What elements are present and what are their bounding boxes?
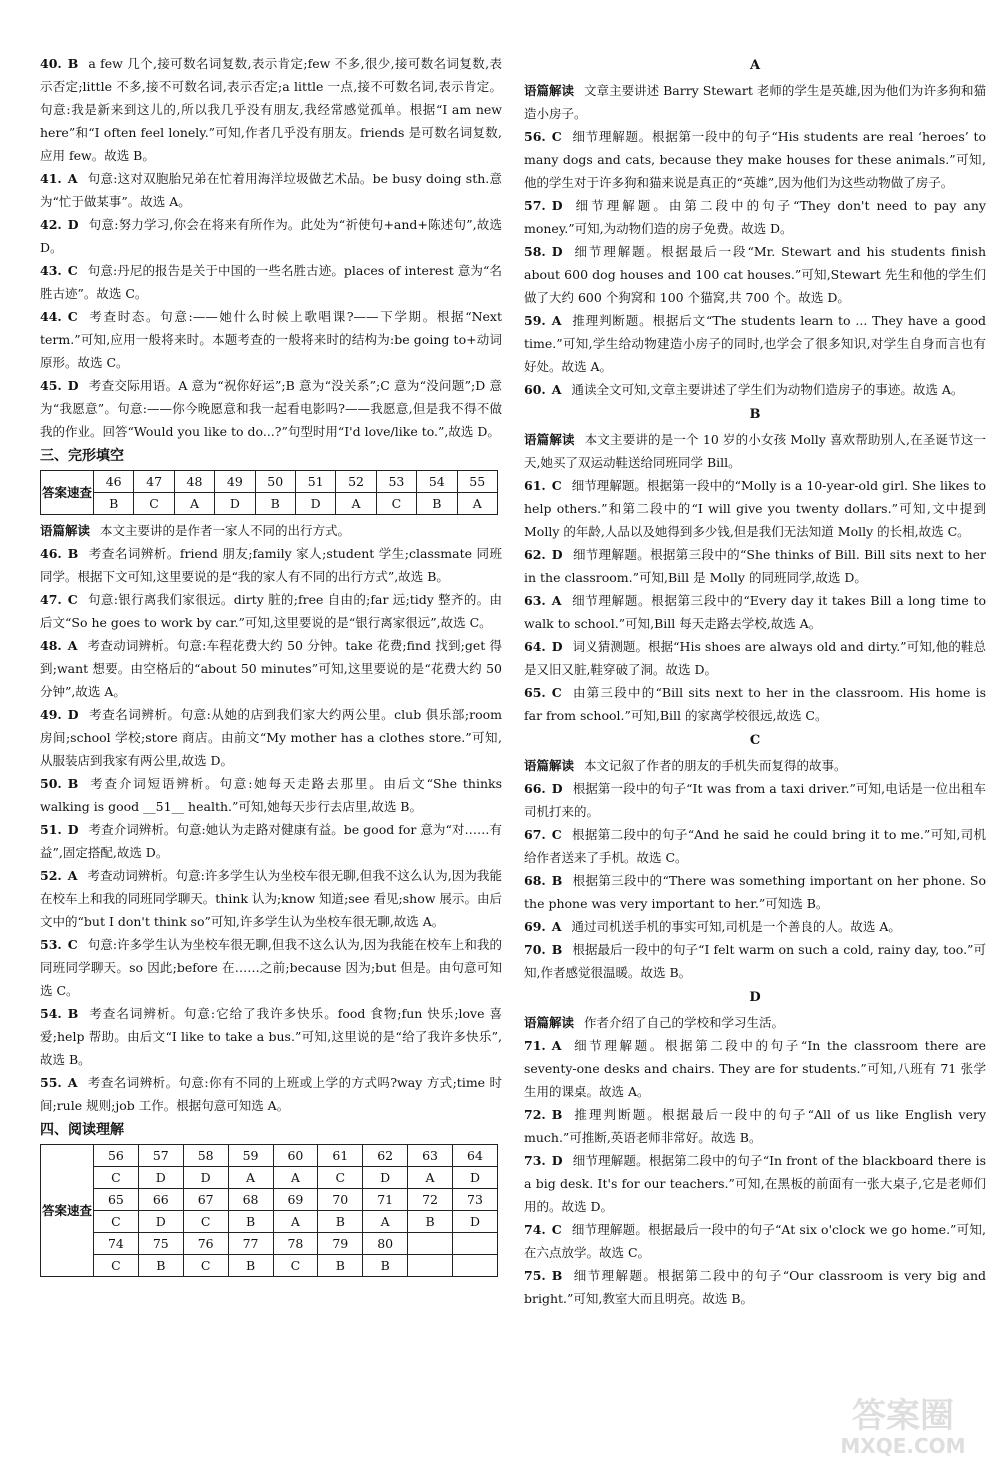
- table-cell-number: 54: [417, 471, 457, 493]
- answer-item: [524, 589, 986, 635]
- item-number: 66.: [524, 781, 546, 796]
- section-4-title: 四、阅读理解: [40, 1122, 124, 1138]
- table-cell-answer: B: [408, 1211, 453, 1233]
- table-cell-number: 79: [318, 1233, 363, 1255]
- table-cell-number: 66: [138, 1189, 183, 1211]
- answer-item: [524, 681, 986, 727]
- item-explanation: 句意:这对双胞胎兄弟在忙着用海洋垃圾做艺术品。be busy doing sth.意为“忙于做某事”。故选 A。: [40, 171, 502, 209]
- section-3-title: 三、完形填空: [40, 448, 124, 464]
- answer-item: [524, 240, 986, 309]
- passage-text: 文章主要讲述 Barry Stewart 老师的学生是英雄,因为他们为许多狗和猫造小房子。: [524, 83, 986, 121]
- item-answer: B: [67, 56, 79, 71]
- left-column: [40, 52, 502, 1281]
- table-cell-answer: [453, 1255, 498, 1277]
- item-explanation: 通过司机送手机的事实可知,司机是一个善良的人。故选 A。: [571, 919, 901, 934]
- answer-item: [524, 194, 986, 240]
- item-explanation: 句意:许多学生认为坐校车很无聊,但我不这么认为,因为我能在校车上和我的同班同学聊天。so 因此;before 在……之前;because 因为;but 但是。由句意可知选 C。: [40, 937, 502, 998]
- table-cell-number: 74: [94, 1233, 139, 1255]
- item-number: 63.: [524, 593, 546, 608]
- item-number: 41.: [40, 171, 62, 186]
- item-answer: B: [551, 1107, 563, 1122]
- item-explanation: 推理判断题。根据后文“The students learn to ... They have a good time.”可知,学生给动物建造小房子的同时,也学会了很多知识,对学生自身而言也有好处。故选 A。: [524, 313, 986, 374]
- item-number: 57.: [524, 198, 546, 213]
- table-cell-number: 69: [273, 1189, 318, 1211]
- table-cell-answer: D: [138, 1167, 183, 1189]
- item-number: 52.: [40, 868, 62, 883]
- item-answer: C: [551, 129, 562, 144]
- answer-item: [524, 1103, 986, 1149]
- table-cell-number: 72: [408, 1189, 453, 1211]
- table-cell-number: 67: [183, 1189, 228, 1211]
- item-number: 59.: [524, 313, 546, 328]
- passage-text: 本文主要讲的是作者一家人不同的出行方式。: [100, 523, 351, 538]
- item-explanation: 考查介词辨析。句意:她认为走路对健康有益。be good for 意为“对……有益”,固定搭配,故选 D。: [40, 822, 502, 860]
- table-cell-number: 56: [94, 1145, 139, 1167]
- item-explanation: 细节理解题。根据第一段中的“Molly is a 10-year-old girl. She likes to help others.”和第二段中的“I will give you twenty dollars.”可知,文中提到 Molly 的年龄,人品以及她得到多少钱,但是我们无法知道 Molly 的长相,故选 C。: [524, 478, 986, 539]
- table-cell-answer: B: [228, 1255, 273, 1277]
- item-answer: C: [67, 263, 78, 278]
- item-answer: C: [551, 1222, 562, 1237]
- answer-item: [40, 933, 502, 1002]
- item-number: 45.: [40, 378, 62, 393]
- table-cell-answer: C: [318, 1167, 363, 1189]
- item-answer: A: [551, 593, 562, 608]
- item-explanation: 根据第一段中的句子“It was from a taxi driver.”可知,电话是一位出租车司机打来的。: [524, 781, 986, 819]
- table-cell-answer: B: [255, 493, 295, 515]
- answer-item: [524, 543, 986, 589]
- item-explanation: 考查动词辨析。句意:车程花费大约 50 分钟。take 花费;find 找到;get 得到;want 想要。由空格后的“about 50 minutes”可知,这里要说的是“花费大约 50 分钟”,故选 A。: [40, 638, 502, 699]
- answer-item: [524, 474, 986, 543]
- watermark-logo: [818, 1389, 988, 1459]
- table-cell-number: 63: [408, 1145, 453, 1167]
- item-explanation: 细节理解题。根据第二段中的句子“In front of the blackboard there is a big desk. It's for our teachers.”可知,在黑板的前面有一张大桌子,它是老师们用的。故选 D。: [524, 1153, 986, 1214]
- item-answer: C: [551, 827, 562, 842]
- item-answer: D: [551, 244, 563, 259]
- answer-item: [524, 869, 986, 915]
- table-cell-answer: C: [94, 1167, 139, 1189]
- item-explanation: 考查名词辨析。句意:你有不同的上班或上学的方式吗?way 方式;time 时间;rule 规则;job 工作。根据句意可知选 A。: [40, 1075, 502, 1113]
- item-explanation: 词义猜测题。根据“His shoes are always old and dirty.”可知,他的鞋总是又旧又脏,鞋穿破了洞。故选 D。: [524, 639, 986, 677]
- answer-item: [40, 167, 502, 213]
- items-group-40-45: [40, 52, 502, 443]
- item-answer: D: [551, 639, 563, 654]
- table-cell-number: 70: [318, 1189, 363, 1211]
- item-explanation: 由第三段中的“Bill sits next to her in the classroom. His home is far from school.”可知,Bill 的家离学校很远,故选 C。: [524, 685, 986, 723]
- item-explanation: 根据最后一段中的句子“I felt warm on such a cold, rainy day, too.”可知,作者感觉很温暖。故选 B。: [524, 942, 986, 980]
- table-cell-number: 61: [318, 1145, 363, 1167]
- item-number: 61.: [524, 478, 546, 493]
- item-answer: B: [67, 546, 79, 561]
- item-explanation: 考查名词辨析。friend 朋友;family 家人;student 学生;classmate 同班同学。根据下文可知,这里要说的是“我的家人有不同的出行方式”,故选 B。: [40, 546, 502, 584]
- answer-item: [524, 938, 986, 984]
- item-explanation: 根据第二段中的句子“And he said he could bring it to me.”可知,司机给作者送来了手机。故选 C。: [524, 827, 986, 865]
- item-answer: A: [551, 919, 562, 934]
- answer-item: [40, 52, 502, 167]
- answer-item: [524, 1218, 986, 1264]
- passage-letter: B: [749, 407, 761, 422]
- item-explanation: 考查名词辨析。句意:从她的店到我们家大约两公里。club 俱乐部;room 房间;school 学校;store 商店。由前文“My mother has a clothes store.”可知,从服装店到我家有两公里,故选 D。: [40, 707, 502, 768]
- item-number: 60.: [524, 382, 546, 397]
- table-cell-number: 49: [215, 471, 255, 493]
- table-cell-number: 65: [94, 1189, 139, 1211]
- item-number: 56.: [524, 129, 546, 144]
- item-number: 49.: [40, 707, 62, 722]
- table-cell-answer: B: [318, 1255, 363, 1277]
- passage-text: 本文记叙了作者的朋友的手机失而复得的故事。: [584, 758, 847, 773]
- item-explanation: 根据第三段中的“There was something important on her phone. So the phone was very important to her.”可知选 B。: [524, 873, 986, 911]
- table-cell-answer: B: [138, 1255, 183, 1277]
- passage-summary: [524, 428, 986, 474]
- table-cell-number: [453, 1233, 498, 1255]
- item-explanation: 细节理解题。根据第一段中的句子“His students are real ‘heroes’ to many dogs and cats, because they make houses for these animals.”可知,他的学生对于许多狗和猫来说是真正的“英雄”,因为他们为这些动物做了房子。: [524, 129, 986, 190]
- item-number: 73.: [524, 1153, 546, 1168]
- items-group-46-55: [40, 542, 502, 1117]
- item-explanation: 考查介词短语辨析。句意:她每天走路去那里。由后文“She thinks walking is good __51__ health.”可知,她每天步行去店里,故选 B。: [40, 776, 502, 814]
- item-answer: A: [67, 868, 78, 883]
- answer-item: [524, 309, 986, 378]
- item-explanation: 细节理解题。根据最后一段“Mr. Stewart and his students finish about 600 dog houses and 100 cat houses.”可知,Stewart 先生和他的学生们做了大约 600 个狗窝和 100 个猫窝,共 700 个。故选 D。: [524, 244, 986, 305]
- table-cell-number: 78: [273, 1233, 318, 1255]
- item-answer: D: [551, 198, 563, 213]
- item-number: 51.: [40, 822, 62, 837]
- item-answer: D: [67, 217, 79, 232]
- item-answer: A: [551, 1038, 562, 1053]
- table-cell-answer: [408, 1255, 453, 1277]
- answer-item: [40, 1071, 502, 1117]
- item-answer: D: [67, 707, 79, 722]
- answer-item: [40, 864, 502, 933]
- table-cell-number: 47: [134, 471, 174, 493]
- passage-letter: A: [749, 58, 761, 73]
- item-explanation: 细节理解题。根据第二段中的句子“In the classroom there are seventy-one desks and chairs. They are for students.”可知,八班有 71 张学生用的课桌。故选 A。: [524, 1038, 986, 1099]
- table-cell-answer: D: [138, 1211, 183, 1233]
- table-cell-answer: D: [183, 1167, 228, 1189]
- item-number: 72.: [524, 1107, 546, 1122]
- item-answer: B: [67, 1006, 79, 1021]
- table-cell-number: 76: [183, 1233, 228, 1255]
- table-cell-number: 58: [183, 1145, 228, 1167]
- watermark-line2: MXQE.COM: [840, 1434, 966, 1458]
- table-cell-number: 75: [138, 1233, 183, 1255]
- item-answer: C: [67, 937, 78, 952]
- item-number: 44.: [40, 309, 62, 324]
- table-cell-answer: D: [453, 1211, 498, 1233]
- watermark-line1: 答案圈: [852, 1396, 954, 1436]
- item-answer: C: [67, 309, 78, 324]
- table-cell-number: 68: [228, 1189, 273, 1211]
- passage-label: 语篇解读: [524, 1015, 575, 1030]
- answer-item: [524, 635, 986, 681]
- answer-item: [40, 588, 502, 634]
- item-number: 71.: [524, 1038, 546, 1053]
- table-cell-number: 71: [363, 1189, 408, 1211]
- passage-letter: D: [749, 990, 761, 1005]
- table-header-answer: 答案速查: [41, 471, 94, 515]
- item-number: 50.: [40, 776, 62, 791]
- answer-item: [40, 374, 502, 443]
- answer-item: [40, 213, 502, 259]
- table-cell-answer: C: [273, 1255, 318, 1277]
- table-cell-answer: B: [417, 493, 457, 515]
- cloze-passage-summary: [40, 519, 502, 542]
- item-number: 74.: [524, 1222, 546, 1237]
- answer-item: [524, 378, 986, 401]
- table-cell-answer: C: [94, 1211, 139, 1233]
- item-explanation: 细节理解题。根据最后一段中的句子“At six o'clock we go home.”可知,在六点放学。故选 C。: [524, 1222, 986, 1260]
- answer-item: [524, 1149, 986, 1218]
- item-answer: C: [551, 685, 562, 700]
- passage-summary: [524, 754, 986, 777]
- table-cell-number: 53: [376, 471, 416, 493]
- item-number: 67.: [524, 827, 546, 842]
- item-explanation: 考查时态。句意:——她什么时候上歌唱课?——下学期。根据“Next term.”可知,应用一般将来时。本题考查的一般将来时的结构为:be going to+动词原形。故选 C。: [40, 309, 502, 370]
- item-number: 69.: [524, 919, 546, 934]
- item-answer: A: [67, 1075, 78, 1090]
- item-explanation: 细节理解题。根据第三段中的“Every day it takes Bill a long time to walk to school.”可知,Bill 每天走路去学校,故选 A。: [524, 593, 986, 631]
- passage-label: 语篇解读: [524, 758, 575, 773]
- answer-item: [40, 772, 502, 818]
- answer-item: [524, 823, 986, 869]
- table-cell-number: 57: [138, 1145, 183, 1167]
- table-cell-answer: D: [295, 493, 335, 515]
- item-number: 70.: [524, 942, 546, 957]
- item-number: 62.: [524, 547, 546, 562]
- answer-item: [524, 915, 986, 938]
- passage-text: 本文主要讲的是一个 10 岁的小女孩 Molly 喜欢帮助别人,在圣诞节这一天,她买了双运动鞋送给同班同学 Bill。: [524, 432, 986, 470]
- item-answer: C: [551, 478, 562, 493]
- item-explanation: 考查交际用语。A 意为“祝你好运”;B 意为“没关系”;C 意为“没问题”;D 意为“我愿意”。句意:——你今晚愿意和我一起看电影吗?——我愿意,但是我不得不做我的作业。回答“Would you like to do...?”句型时用“I'd love/like to.”,故选 D。: [40, 378, 502, 439]
- item-answer: B: [551, 942, 563, 957]
- item-answer: A: [67, 638, 78, 653]
- passage-label: 语篇解读: [524, 432, 575, 447]
- passage-summary: [524, 79, 986, 125]
- table-cell-answer: A: [457, 493, 497, 515]
- passage-letter: C: [749, 733, 761, 748]
- item-explanation: 句意:努力学习,你会在将来有所作为。此处为“祈使句+and+陈述句”,故选 D。: [40, 217, 502, 255]
- reading-answer-table: [40, 1144, 498, 1277]
- item-explanation: 考查动词辨析。句意:许多学生认为坐校车很无聊,但我不这么认为,因为我能在校车上和我的同班同学聊天。think 认为;know 知道;see 看见;show 展示。由后文中的“but I don't think so”可知,许多学生认为坐校车很无聊,故选 A。: [40, 868, 502, 929]
- table-cell-answer: A: [174, 493, 214, 515]
- table-cell-answer: C: [376, 493, 416, 515]
- item-answer: D: [551, 781, 563, 796]
- table-cell-answer: A: [273, 1167, 318, 1189]
- table-cell-answer: B: [363, 1255, 408, 1277]
- item-number: 47.: [40, 592, 62, 607]
- answer-item: [40, 634, 502, 703]
- item-number: 53.: [40, 937, 62, 952]
- item-explanation: 细节理解题。由第二段中的句子“They don't need to pay any money.”可知,为动物们造的房子免费。故选 D。: [524, 198, 986, 236]
- item-answer: C: [67, 592, 78, 607]
- table-cell-number: 48: [174, 471, 214, 493]
- table-cell-answer: B: [94, 493, 134, 515]
- table-cell-number: 73: [453, 1189, 498, 1211]
- table-cell-answer: D: [453, 1167, 498, 1189]
- item-number: 54.: [40, 1006, 62, 1021]
- item-explanation: a few 几个,接可数名词复数,表示肯定;few 不多,很少,接可数名词复数,表示否定;little 不多,接不可数名词,表示否定;a little 一点,接不可数名词,表示肯定。句意:我是新来到这儿的,所以我几乎没有朋友,我经常感觉孤单。根据“I am new here”和“I often feel lonely.”可知,作者几乎没有朋友。friends 是可数名词复数,应用 few。故选 B。: [40, 56, 502, 163]
- table-cell-answer: C: [183, 1211, 228, 1233]
- item-answer: A: [551, 382, 562, 397]
- item-number: 58.: [524, 244, 546, 259]
- answer-item: [524, 1264, 986, 1310]
- item-answer: B: [67, 776, 79, 791]
- answer-item: [524, 125, 986, 194]
- answer-item: [524, 777, 986, 823]
- item-number: 42.: [40, 217, 62, 232]
- item-number: 65.: [524, 685, 546, 700]
- item-explanation: 考查名词辨析。句意:它给了我许多快乐。food 食物;fun 快乐;love 喜爱;help 帮助。由后文“I like to take a bus.”可知,这里说的是“给了我许多快乐”,故选 B。: [40, 1006, 502, 1067]
- item-explanation: 通读全文可知,文章主要讲述了学生们为动物们造房子的事迹。故选 A。: [571, 382, 964, 397]
- table-cell-number: 60: [273, 1145, 318, 1167]
- table-cell-answer: A: [273, 1211, 318, 1233]
- table-cell-answer: A: [336, 493, 376, 515]
- table-cell-number: 51: [295, 471, 335, 493]
- item-number: 55.: [40, 1075, 62, 1090]
- cloze-answer-table: [40, 470, 498, 515]
- passage-label: 语篇解读: [524, 83, 575, 98]
- table-cell-answer: B: [318, 1211, 363, 1233]
- item-answer: A: [67, 171, 78, 186]
- table-cell-answer: C: [134, 493, 174, 515]
- table-cell-number: [408, 1233, 453, 1255]
- item-number: 43.: [40, 263, 62, 278]
- answer-item: [40, 703, 502, 772]
- table-cell-answer: A: [363, 1211, 408, 1233]
- passage-text: 作者介绍了自己的学校和学习生活。: [584, 1015, 785, 1030]
- item-answer: D: [551, 1153, 563, 1168]
- answer-item: [40, 1002, 502, 1071]
- answer-item: [40, 259, 502, 305]
- passage-label: 语篇解读: [40, 523, 91, 538]
- answer-item: [40, 818, 502, 864]
- item-number: 68.: [524, 873, 546, 888]
- item-number: 75.: [524, 1268, 546, 1283]
- item-answer: D: [67, 822, 79, 837]
- answer-item: [524, 1034, 986, 1103]
- table-cell-number: 64: [453, 1145, 498, 1167]
- passage-summary: [524, 1011, 986, 1034]
- item-number: 40.: [40, 56, 62, 71]
- table-cell-number: 80: [363, 1233, 408, 1255]
- item-explanation: 推理判断题。根据最后一段中的句子“All of us like English very much.”可推断,英语老师非常好。故选 B。: [524, 1107, 986, 1145]
- item-explanation: 句意:银行离我们家很远。dirty 脏的;free 自由的;far 远;tidy 整齐的。由后文“So he goes to work by car.”可知,这里要说的是“银行离家很远”,故选 C。: [40, 592, 502, 630]
- table-cell-number: 46: [94, 471, 134, 493]
- item-answer: D: [67, 378, 79, 393]
- table-header-answer: 答案速查: [41, 1145, 94, 1277]
- answer-item: [40, 542, 502, 588]
- table-cell-answer: A: [228, 1167, 273, 1189]
- table-cell-number: 77: [228, 1233, 273, 1255]
- item-number: 64.: [524, 639, 546, 654]
- answer-item: [40, 305, 502, 374]
- table-cell-number: 59: [228, 1145, 273, 1167]
- item-explanation: 句意:丹尼的报告是关于中国的一些名胜古迹。places of interest 意为“名胜古迹”。故选 C。: [40, 263, 502, 301]
- item-explanation: 细节理解题。根据第二段中的句子“Our classroom is very big and bright.”可知,教室大而且明亮。故选 B。: [524, 1268, 986, 1306]
- table-cell-answer: B: [228, 1211, 273, 1233]
- table-cell-answer: C: [94, 1255, 139, 1277]
- table-cell-number: 55: [457, 471, 497, 493]
- table-cell-answer: D: [363, 1167, 408, 1189]
- item-answer: B: [551, 873, 563, 888]
- item-explanation: 细节理解题。根据第三段中的“She thinks of Bill. Bill sits next to her in the classroom.”可知,Bill 是 Molly 的同班同学,故选 D。: [524, 547, 986, 585]
- table-cell-number: 50: [255, 471, 295, 493]
- table-cell-answer: C: [183, 1255, 228, 1277]
- right-column: [524, 52, 986, 1310]
- table-cell-number: 62: [363, 1145, 408, 1167]
- table-cell-answer: D: [215, 493, 255, 515]
- item-answer: A: [551, 313, 562, 328]
- item-number: 48.: [40, 638, 62, 653]
- table-cell-answer: A: [408, 1167, 453, 1189]
- item-answer: D: [551, 547, 563, 562]
- item-answer: B: [551, 1268, 563, 1283]
- table-cell-number: 52: [336, 471, 376, 493]
- item-number: 46.: [40, 546, 62, 561]
